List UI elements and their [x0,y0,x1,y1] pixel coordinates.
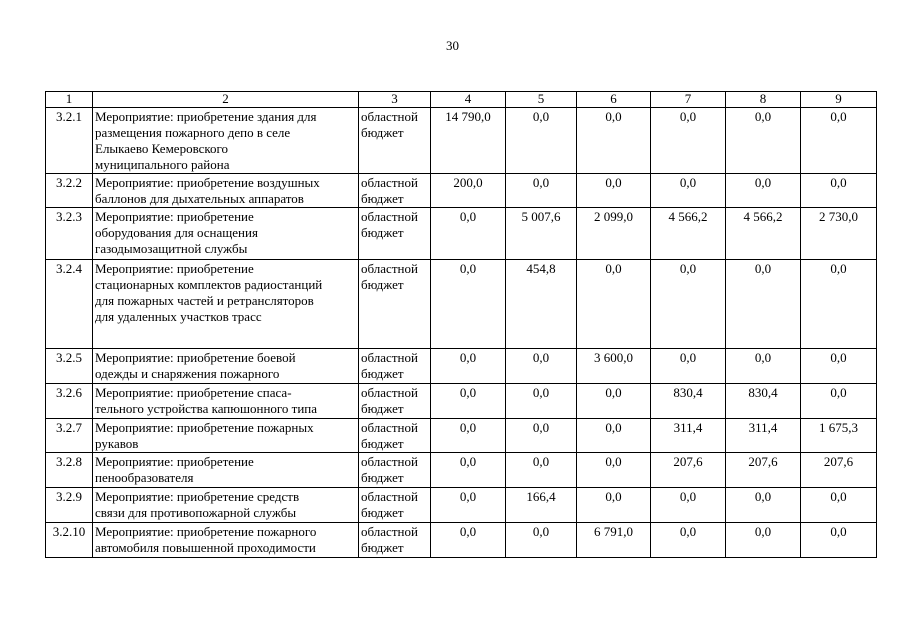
row-number: 3.2.2 [46,174,93,208]
amount-cell: 0,0 [651,349,726,384]
table-row [46,174,877,208]
table-row [46,523,877,558]
funding-source-line: бюджет [361,540,404,555]
amount-cell: 311,4 [726,419,801,453]
description-line: баллонов для дыхательных аппаратов [95,191,304,206]
row-number: 3.2.5 [46,349,93,384]
description-line: одежды и снаряжения пожарного [95,366,280,381]
funding-source [359,208,431,260]
table-row [46,349,877,384]
budget-table [45,91,877,558]
amount-cell: 0,0 [801,349,877,384]
description-line: рукавов [95,436,139,451]
amount-cell: 0,0 [577,260,651,349]
measure-description [93,260,359,349]
amount-cell: 0,0 [726,349,801,384]
amount-cell: 6 791,0 [577,523,651,558]
description-line: Мероприятие: приобретение воздушных [95,175,320,190]
funding-source [359,453,431,488]
column-header: 5 [506,92,577,108]
amount-cell: 0,0 [801,384,877,419]
column-header: 8 [726,92,801,108]
row-number: 3.2.8 [46,453,93,488]
row-number: 3.2.10 [46,523,93,558]
amount-cell: 0,0 [506,108,577,174]
amount-cell: 2 730,0 [801,208,877,260]
description-line: Мероприятие: приобретение пожарного [95,524,317,539]
funding-source-line: бюджет [361,191,404,206]
column-header: 7 [651,92,726,108]
funding-source-line: бюджет [361,436,404,451]
table-row [46,108,877,174]
amount-cell: 4 566,2 [651,208,726,260]
amount-cell: 0,0 [801,523,877,558]
table-row [46,208,877,260]
funding-source-line: областной [361,489,418,504]
description-line: Мероприятие: приобретение здания для [95,109,317,124]
table-row [46,260,877,349]
amount-cell: 0,0 [726,174,801,208]
amount-cell: 2 099,0 [577,208,651,260]
page-number: 30 [446,38,459,53]
funding-source-line: бюджет [361,125,404,140]
amount-cell: 0,0 [431,349,506,384]
amount-cell: 3 600,0 [577,349,651,384]
amount-cell: 1 675,3 [801,419,877,453]
funding-source-line: областной [361,454,418,469]
amount-cell: 0,0 [431,208,506,260]
amount-cell: 0,0 [431,260,506,349]
amount-cell: 0,0 [506,384,577,419]
funding-source-line: бюджет [361,505,404,520]
amount-cell: 0,0 [577,174,651,208]
amount-cell: 0,0 [801,174,877,208]
row-number: 3.2.6 [46,384,93,419]
description-line: Мероприятие: приобретение спаса- [95,385,292,400]
amount-cell: 454,8 [506,260,577,349]
amount-cell: 0,0 [431,523,506,558]
funding-source [359,488,431,523]
column-header: 4 [431,92,506,108]
table-row [46,419,877,453]
amount-cell: 0,0 [651,260,726,349]
amount-cell: 0,0 [506,174,577,208]
amount-cell: 0,0 [577,108,651,174]
description-line: стационарных комплектов радиостанций [95,277,323,292]
amount-cell: 0,0 [801,488,877,523]
description-line: оборудования для оснащения [95,225,258,240]
description-line: Мероприятие: приобретение боевой [95,350,296,365]
measure-description [93,108,359,174]
amount-cell: 0,0 [506,349,577,384]
funding-source-line: бюджет [361,401,404,416]
funding-source [359,419,431,453]
amount-cell: 0,0 [577,419,651,453]
description-line: Мероприятие: приобретение средств [95,489,300,504]
amount-cell: 0,0 [431,384,506,419]
amount-cell: 0,0 [651,174,726,208]
column-header: 9 [801,92,877,108]
funding-source-line: областной [361,420,418,435]
description-line: размещения пожарного депо в селе [95,125,291,140]
header-row [46,92,877,108]
description-line: Мероприятие: приобретение [95,454,254,469]
table-row [46,384,877,419]
funding-source [359,108,431,174]
amount-cell: 0,0 [651,488,726,523]
column-header: 2 [93,92,359,108]
description-line: тельного устройства капюшонного типа [95,401,318,416]
description-line: для удаленных участков трасс [95,309,262,324]
amount-cell: 0,0 [431,488,506,523]
amount-cell: 207,6 [651,453,726,488]
funding-source-line: областной [361,175,418,190]
description-line: Елыкаево Кемеровского [95,141,229,156]
funding-source [359,384,431,419]
amount-cell: 0,0 [801,108,877,174]
amount-cell: 14 790,0 [431,108,506,174]
description-line: Мероприятие: приобретение [95,261,254,276]
description-line: газодымозащитной службы [95,241,248,256]
funding-source [359,523,431,558]
amount-cell: 830,4 [651,384,726,419]
amount-cell: 0,0 [651,108,726,174]
funding-source-line: бюджет [361,277,404,292]
amount-cell: 207,6 [801,453,877,488]
measure-description [93,174,359,208]
amount-cell: 0,0 [577,453,651,488]
row-number: 3.2.7 [46,419,93,453]
amount-cell: 200,0 [431,174,506,208]
description-line: Мероприятие: приобретение [95,209,254,224]
amount-cell: 0,0 [431,453,506,488]
column-header: 6 [577,92,651,108]
row-number: 3.2.3 [46,208,93,260]
amount-cell: 0,0 [726,260,801,349]
amount-cell: 0,0 [506,419,577,453]
row-number: 3.2.9 [46,488,93,523]
amount-cell: 0,0 [726,108,801,174]
measure-description [93,208,359,260]
row-number: 3.2.4 [46,260,93,349]
amount-cell: 0,0 [801,260,877,349]
description-line: Мероприятие: приобретение пожарных [95,420,314,435]
column-header: 1 [46,92,93,108]
funding-source-line: областной [361,209,418,224]
amount-cell: 0,0 [726,523,801,558]
description-line: автомобиля повышенной проходимости [95,540,316,555]
amount-cell: 0,0 [577,488,651,523]
amount-cell: 311,4 [651,419,726,453]
funding-source [359,174,431,208]
amount-cell: 0,0 [651,523,726,558]
description-line: связи для противопожарной службы [95,505,297,520]
funding-source-line: бюджет [361,470,404,485]
row-number: 3.2.1 [46,108,93,174]
measure-description [93,523,359,558]
table-row [46,453,877,488]
funding-source-line: областной [361,109,418,124]
funding-source-line: бюджет [361,225,404,240]
measure-description [93,488,359,523]
amount-cell: 0,0 [577,384,651,419]
funding-source-line: областной [361,524,418,539]
amount-cell: 4 566,2 [726,208,801,260]
funding-source-line: областной [361,261,418,276]
funding-source [359,349,431,384]
table-row [46,488,877,523]
amount-cell: 0,0 [726,488,801,523]
measure-description [93,384,359,419]
description-line: муниципального района [95,157,230,172]
funding-source-line: областной [361,350,418,365]
amount-cell: 830,4 [726,384,801,419]
measure-description [93,349,359,384]
amount-cell: 0,0 [506,453,577,488]
measure-description [93,419,359,453]
amount-cell: 5 007,6 [506,208,577,260]
amount-cell: 0,0 [431,419,506,453]
measure-description [93,453,359,488]
column-header: 3 [359,92,431,108]
amount-cell: 166,4 [506,488,577,523]
funding-source-line: бюджет [361,366,404,381]
funding-source-line: областной [361,385,418,400]
funding-source [359,260,431,349]
description-line: пенообразователя [95,470,194,485]
amount-cell: 0,0 [506,523,577,558]
description-line: для пожарных частей и ретрансляторов [95,293,314,308]
amount-cell: 207,6 [726,453,801,488]
